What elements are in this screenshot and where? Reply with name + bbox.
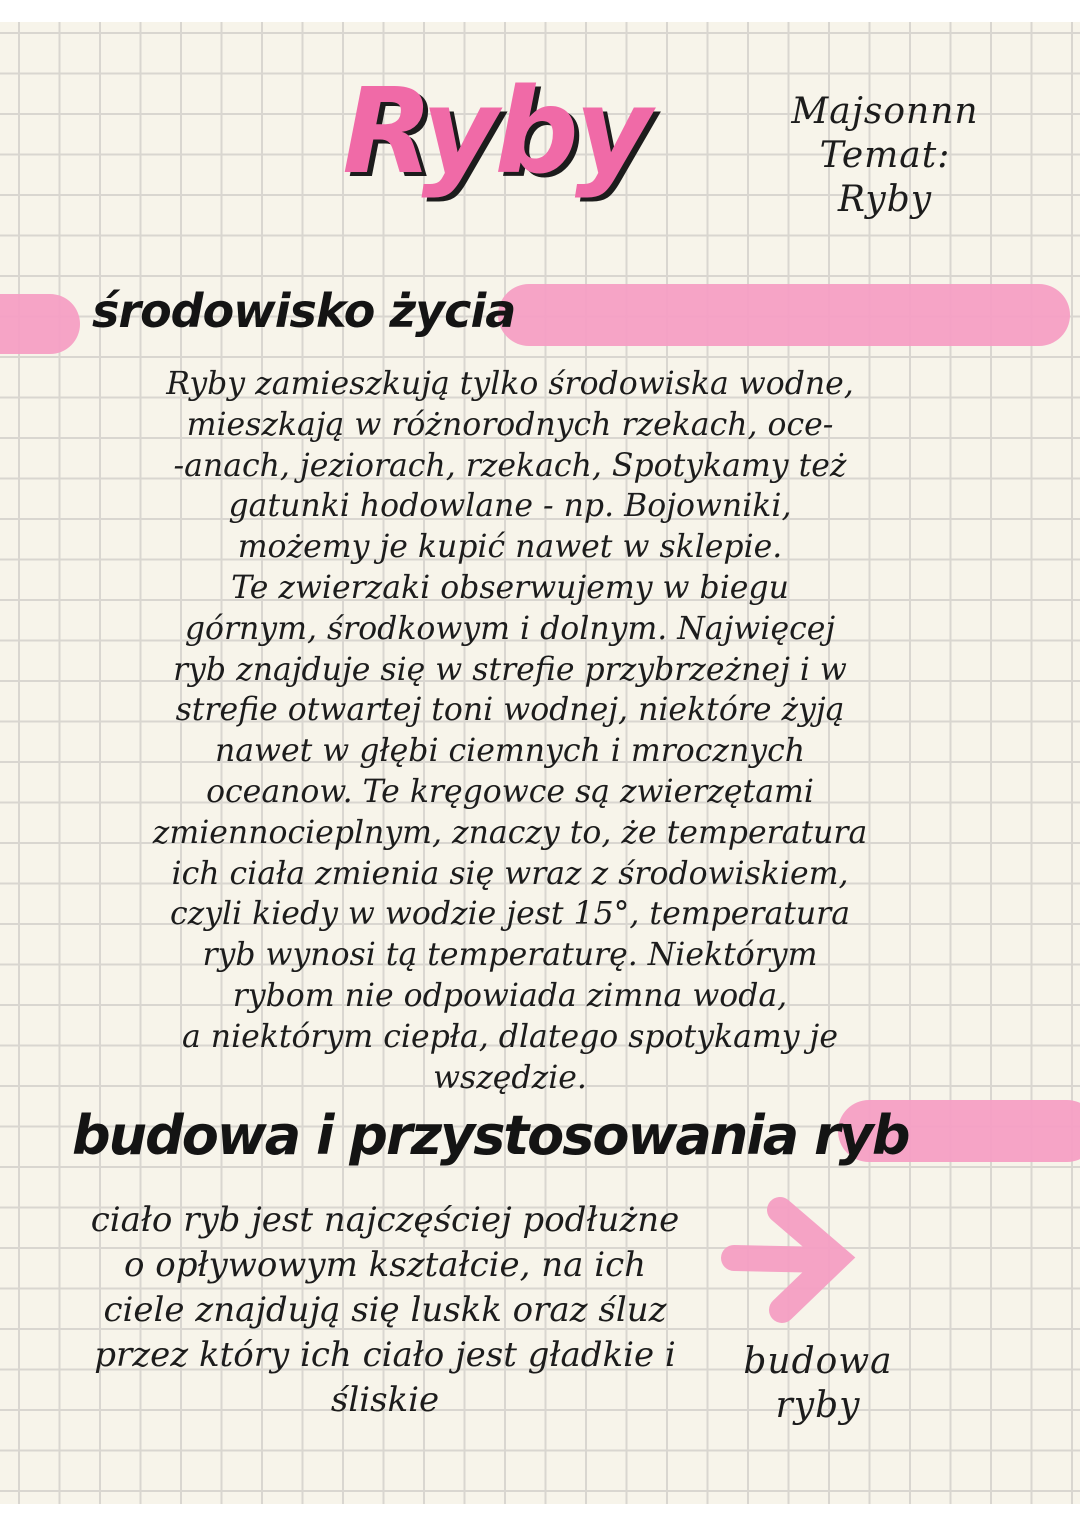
paragraph-line: gatunki hodowlane - np. Bojowniki, — [228, 488, 792, 525]
paragraph-line: wszędzie. — [433, 1059, 587, 1096]
author-name: Majsonnn — [791, 91, 979, 132]
figure-caption — [728, 1340, 908, 1428]
paragraph-line: ich ciała zmienia się wraz z środowiskiem, — [171, 855, 849, 892]
paragraph-line: strefie otwartej toni wodnej, niektóre żyją — [175, 692, 845, 729]
caption-line: budowa — [743, 1341, 893, 1382]
paragraph-line: śliskie — [330, 1380, 440, 1420]
paragraph-line: możemy je kupić nawet w sklepie. — [237, 529, 783, 566]
paragraph-line: Te zwierzaki obserwujemy w biegu — [231, 569, 789, 606]
paragraph-line: mieszkają w różnorodnych rzekach, oce- — [186, 406, 834, 443]
topic-label: Temat: — [819, 135, 951, 176]
paragraph-line: o opływowym kształcie, na ich — [123, 1245, 647, 1285]
paragraph-line: czyli kiedy w wodzie jest 15°, temperatura — [169, 896, 851, 933]
paragraph-line: ciele znajdują się luskk oraz śluz — [103, 1290, 667, 1330]
caption-line: ryby — [775, 1385, 861, 1426]
paragraph-line: a niektórym ciepła, dlatego spotykamy je — [182, 1018, 838, 1055]
paragraph-line: Ryby zamieszkują tylko środowiska wodne, — [166, 366, 854, 402]
page-title: Ryby — [342, 62, 648, 200]
paragraph-line: nawet w głębi ciemnych i mrocznych — [214, 733, 806, 770]
notebook-page — [0, 22, 1080, 1504]
topic-block — [780, 90, 990, 222]
topic-value: Ryby — [837, 179, 933, 220]
highlight-stroke-left — [0, 294, 80, 354]
section-heading-anatomy: budowa i przystosowania ryb — [72, 1104, 909, 1167]
paragraph-line: rybom nie odpowiada zimna woda, — [232, 977, 788, 1014]
paragraph-line: ryb znajduje się w strefie przybrzeżnej i w — [173, 651, 847, 688]
environment-paragraph — [90, 364, 930, 1098]
paragraph-line: ciało ryb jest najczęściej podłużne — [90, 1200, 680, 1240]
anatomy-paragraph — [40, 1198, 730, 1423]
section-heading-environment: środowisko życia — [92, 284, 516, 338]
paragraph-line: -anach, jeziorach, rzekach, Spotykamy też — [173, 447, 847, 484]
paragraph-line: górnym, środkowym i dolnym. Najwięcej — [184, 610, 836, 647]
highlight-stroke-right — [498, 284, 1070, 346]
paragraph-line: ryb wynosi tą temperaturę. Niektórym — [202, 937, 818, 974]
arrow-right-icon — [720, 1192, 860, 1332]
paragraph-line: oceanow. Te kręgowce są zwierzętami — [206, 773, 814, 810]
paragraph-line: przez który ich ciało jest gładkie i — [94, 1335, 676, 1375]
paragraph-line: zmiennocieplnym, znaczy to, że temperatura — [152, 814, 868, 851]
